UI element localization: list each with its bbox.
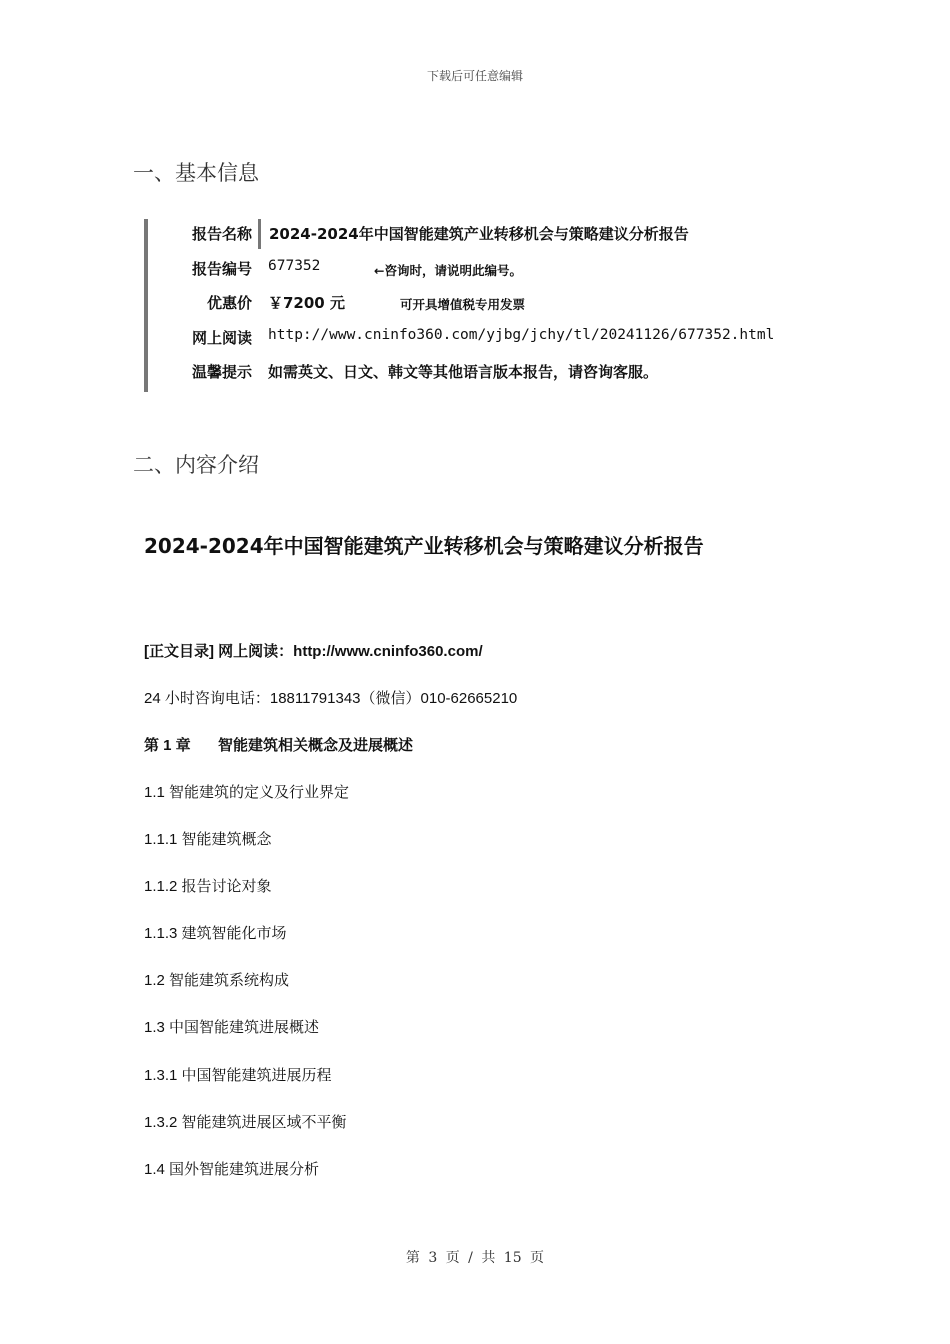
toc-item: 1.3 中国智能建筑进展概述 (144, 1019, 320, 1036)
basic-info-block (144, 219, 848, 392)
toc-item: 1.3.2 智能建筑进展区域不平衡 (144, 1114, 347, 1131)
chapter-number: 第 1 章 (144, 737, 191, 754)
page-header-note: 下载后可任意编辑 (426, 69, 523, 83)
report-title: 2024-2024年中国智能建筑产业转移机会与策略建议分析报告 (144, 534, 704, 558)
invoice-note: 可开具增值税专用发票 (400, 297, 526, 312)
report-name-label: 报告名称 (191, 225, 252, 243)
info-row-tip (148, 357, 848, 392)
toc-hotline: 24 小时咨询电话：18811791343（微信）010-62665210 (144, 690, 518, 707)
toc-item: 1.1.2 报告讨论对象 (144, 878, 272, 895)
toc-item: 1.2 智能建筑系统构成 (144, 972, 290, 989)
toc-item: 1.1.1 智能建筑概念 (144, 831, 272, 848)
section-heading-basic-info: 一、基本信息 (133, 161, 259, 185)
report-name-value: 2024-2024年中国智能建筑产业转移机会与策略建议分析报告 (258, 219, 689, 249)
price-label: 优惠价 (206, 294, 252, 312)
info-row-code (148, 254, 848, 289)
info-row-title (148, 219, 848, 254)
online-read-label: 网上阅读 (191, 328, 252, 347)
chapter-title: 智能建筑相关概念及进展概述 (218, 737, 414, 754)
toc-chapter-1 (144, 734, 413, 755)
section-heading-content-intro: 二、内容介绍 (133, 453, 259, 477)
toc-item: 1.1.3 建筑智能化市场 (144, 925, 287, 942)
report-code-value: 677352 (268, 257, 321, 274)
toc-item: 1.4 国外智能建筑进展分析 (144, 1161, 320, 1178)
page-footer: 第 3 页 / 共 15 页 (405, 1250, 545, 1266)
info-row-price (148, 288, 848, 323)
report-code-note: ←咨询时，请说明此编号。 (374, 262, 522, 278)
info-row-url (148, 323, 848, 358)
report-code-label: 报告编号 (191, 259, 252, 278)
price-value: ￥7200 元 (268, 294, 345, 312)
tip-value: 如需英文、日文、韩文等其他语言版本报告，请咨询客服。 (268, 363, 659, 381)
tip-label: 温馨提示 (191, 363, 252, 381)
online-read-link[interactable]: http://www.cninfo360.com/yjbg/jchy/tl/20241126/677352.html (268, 326, 775, 343)
toc-item: 1.3.1 中国智能建筑进展历程 (144, 1067, 332, 1084)
toc-item: 1.1 智能建筑的定义及行业界定 (144, 784, 350, 801)
toc-online-link[interactable]: [正文目录] 网上阅读：http://www.cninfo360.com/ (144, 643, 483, 660)
